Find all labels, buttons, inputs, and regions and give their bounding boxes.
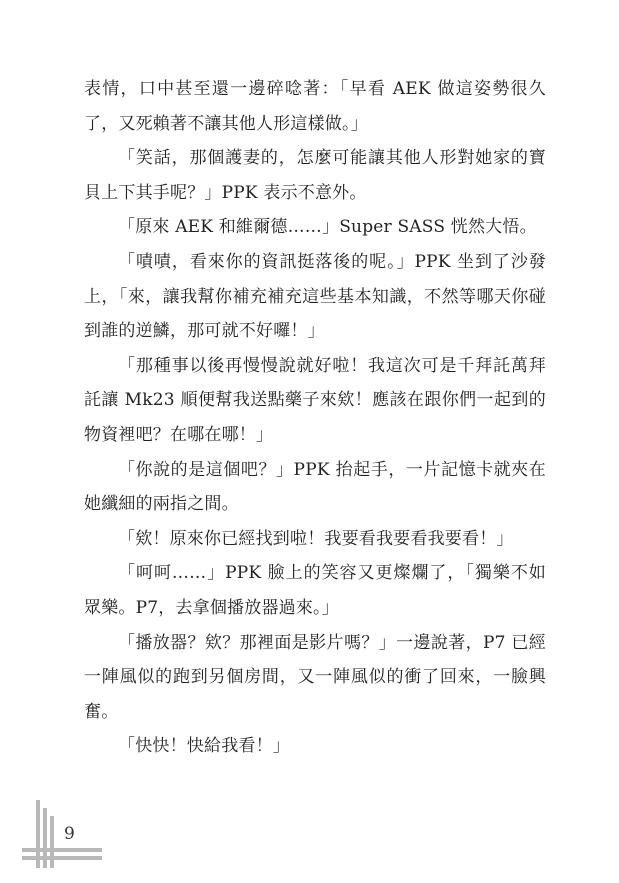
paragraph-7: 「欸！原來你已經找到啦！我要看我要看我要看！」 <box>118 528 514 549</box>
paragraph-9: 「播放器？欸？那裡面是影片嗎？」一邊說著，P7 已經一陣風似的跑到另個房間，又一陣風似的衝了回來，一臉興奮。 <box>84 632 546 722</box>
paragraph-5: 「那種事以後再慢慢說就好啦！我這次可是千拜託萬拜託讓 Mk23 順便幫我送點藥子來欸！應該在跟你們一起到的物資裡吧？在哪在哪！」 <box>84 355 546 445</box>
paragraph-10: 「快快！快給我看！」 <box>118 736 290 757</box>
ornament-vertical-bar-2 <box>43 808 47 868</box>
ornament-vertical-bar-3 <box>50 816 54 868</box>
paragraph-1: 表情，口中甚至還一邊碎唸著：「早看 AEK 做這姿勢很久了，又死賴著不讓其他人形這樣做。」 <box>84 79 546 134</box>
paragraph-4: 「嘖嘖，看來你的資訊挺落後的呢。」PPK 坐到了沙發上，「來，讓我幫你補充補充這些基本知識，不然等哪天你碰到誰的逆鱗，那可就不好囉！」 <box>84 251 546 342</box>
paragraph-2: 「笑話，那個護妻的，怎麼可能讓其他人形對她家的寶貝上下其手呢？」PPK 表示不意外。 <box>84 148 546 203</box>
ornament-horizontal-bar-1 <box>22 848 102 852</box>
ornament-vertical-bar-1 <box>36 800 40 868</box>
paragraph-6: 「你說的是這個吧？」PPK 抬起手，一片記憶卡就夾在她纖細的兩指之間。 <box>84 459 546 515</box>
body-text <box>84 72 546 764</box>
page-number: 9 <box>64 824 75 844</box>
paragraph-8: 「呵呵……」PPK 臉上的笑容又更燦爛了，「獨樂不如眾樂。P7，去拿個播放器過來。」 <box>84 563 546 618</box>
ornament-horizontal-bar-2 <box>22 856 102 860</box>
paragraph-3: 「原來 AEK 和維爾德……」Super SASS 恍然大悟。 <box>118 217 537 238</box>
